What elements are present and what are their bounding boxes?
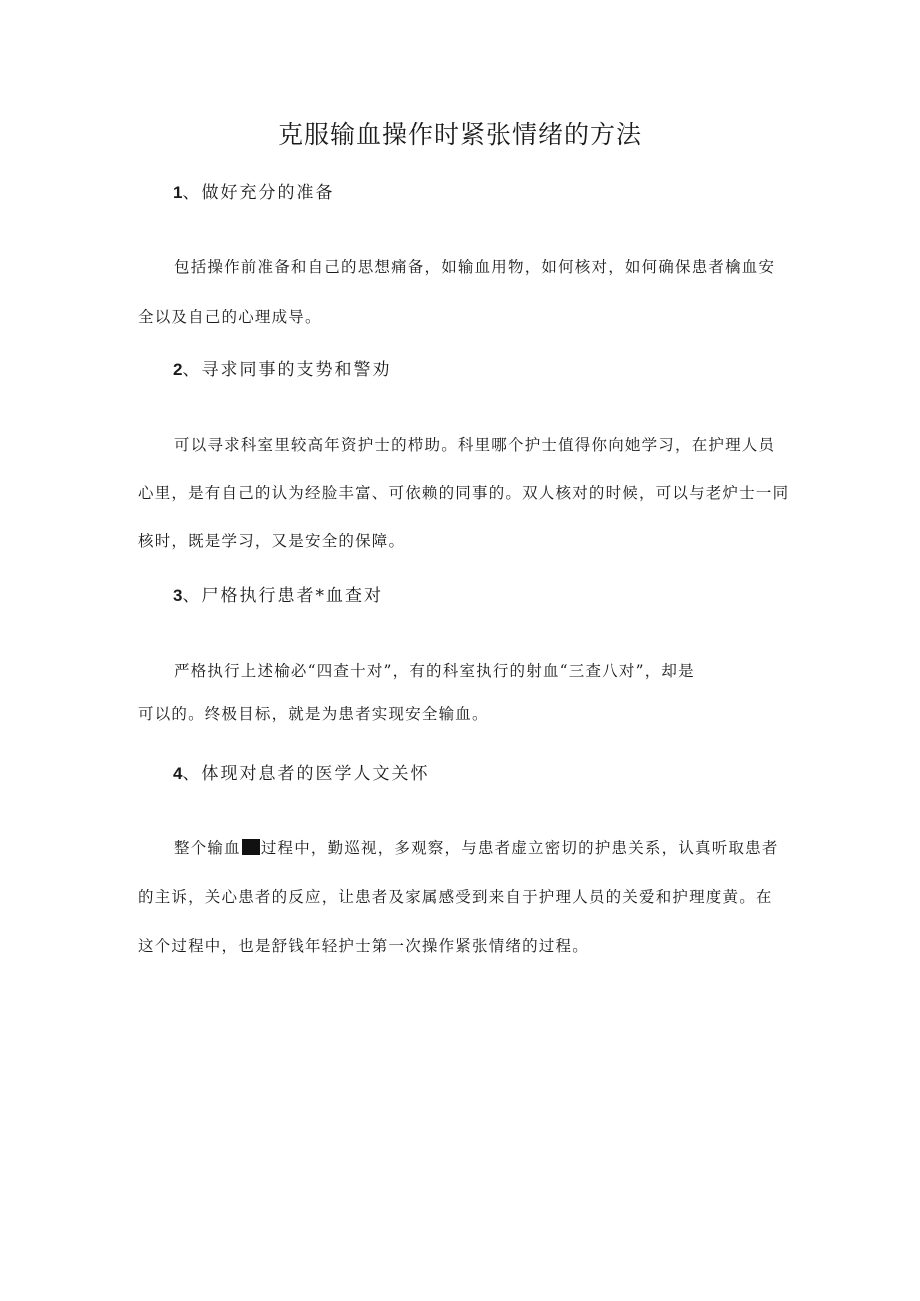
- section-paragraph-3: [138, 658, 788, 727]
- paragraph-line: 心里，是有自己的认为经脸丰富、可依赖的同事的。双人核对的时候，可以与老炉士一同: [138, 484, 790, 502]
- section-heading-text: 、寻求同事的支势和警劝: [182, 360, 392, 380]
- section-number: 3: [173, 586, 183, 605]
- section-number: 2: [173, 360, 183, 379]
- document-title: 克服输血操作时紧张情绪的方法: [277, 120, 642, 149]
- paragraph-line: 的主诉，关心患者的反应，让患者及家属感受到来自于护理人员的关爱和护理度黄。在: [138, 888, 773, 906]
- section-number: 4: [173, 764, 183, 783]
- section-heading-3: [173, 583, 383, 609]
- section-heading-2: [173, 357, 391, 383]
- paragraph-fragment: 整个输血: [174, 839, 241, 857]
- paragraph-line: 包括操作前准备和自己的思想痛备，如输血用物，如何核对，如何确保患者檎血安: [174, 258, 776, 276]
- paragraph-fragment: 过程中，勤巡视，多观察，与患者虚立密切的护患关系，认真听取患者: [260, 839, 779, 857]
- section-paragraph-1: [138, 254, 788, 330]
- paragraph-line: 核时，既是学习，又是安全的保障。: [138, 532, 406, 550]
- section-heading-text: 、体现对息者的医学人文关怀: [182, 764, 430, 784]
- paragraph-line: 全以及自己的心理成导。: [138, 308, 322, 326]
- section-heading-1: [173, 180, 334, 206]
- paragraph-line: 这个过程中，也是舒钱年轻护士第一次操作紧张情绪的过程。: [138, 937, 589, 955]
- section-paragraph-4: [138, 835, 788, 959]
- section-heading-text: 、做好充分的准备: [182, 183, 335, 203]
- paragraph-line: 可以的。终极目标，就是为患者实现安全输血。: [138, 705, 489, 723]
- section-heading-4: [173, 761, 429, 787]
- paragraph-line: 严格执行上述榆必“四查十对”，有的科室执行的射血“三查八对”，却是: [174, 662, 695, 680]
- section-heading-text: 、尸格执行患者*血查对: [182, 586, 383, 606]
- redaction-block: [242, 839, 260, 855]
- section-number: 1: [173, 183, 183, 202]
- paragraph-line: 可以寻求科室里较高年资护士的栉助。科里哪个护士值得你向她学习，在护理人员: [174, 436, 776, 454]
- paragraph-line: [138, 835, 788, 861]
- section-paragraph-2: [138, 432, 788, 554]
